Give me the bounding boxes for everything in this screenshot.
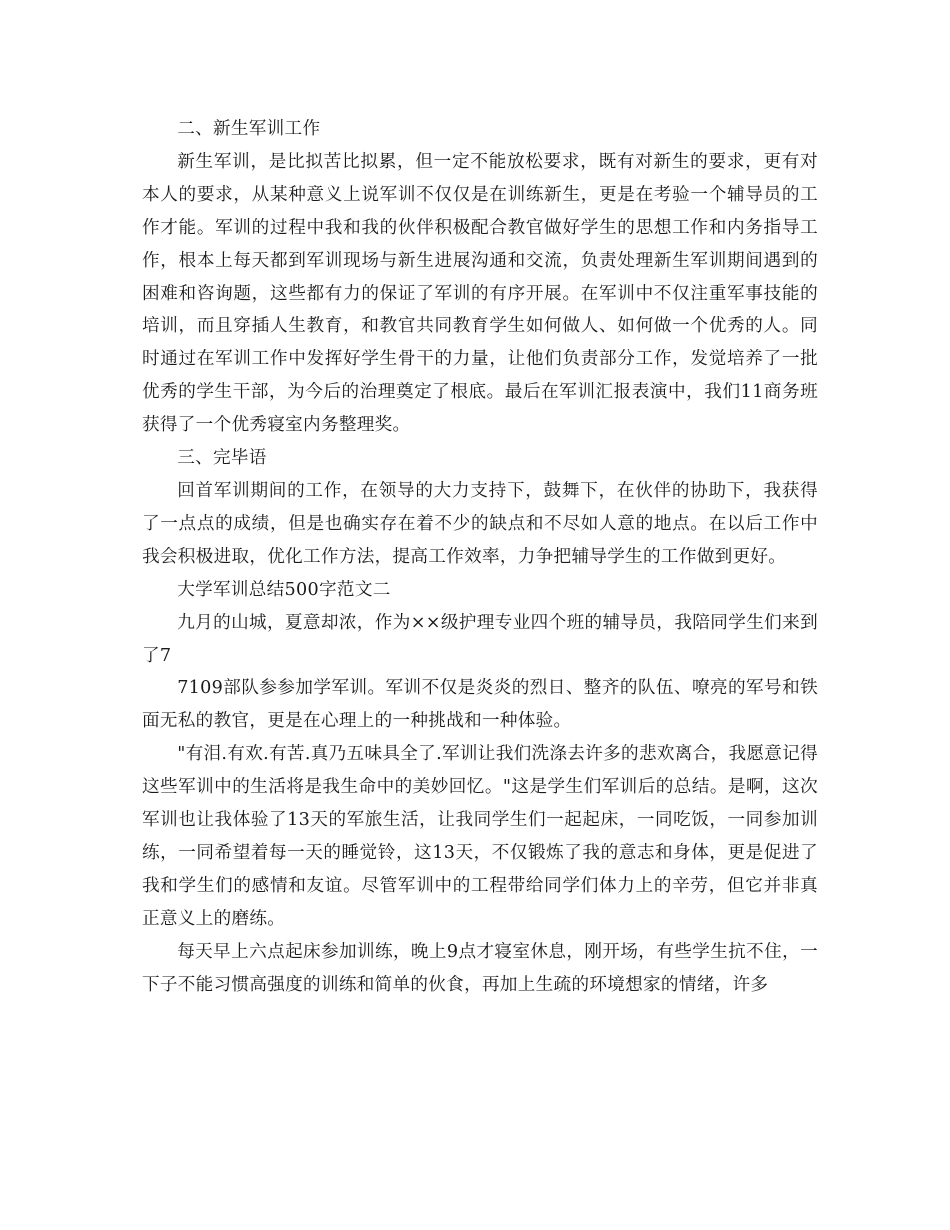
section-heading-sample-two: 大学军训总结500字范文二 bbox=[177, 579, 391, 600]
paragraph-quote: "有泪.有欢.有苦.真乃五味具全了.军训让我们洗涤去许多的悲欢离合，我愿意记得这些军训中的生活将是我生命中的美妙回忆。"这是学生们军训后的总结。是啊，这次军训也让我体验了13天的军旅生活，让我同学生们一起起床，一同吃饭，一同参加训练，一同希望着每一天的睡觉铃，这13天，不仅锻炼了我的意志和身体，更是促进了我和学生们的感情和友谊。尽管军训中的工程带给同学们体力上的辛劳，但它并非真正意义上的磨练。 bbox=[142, 744, 818, 929]
section-heading-training: 二、新生军训工作 bbox=[177, 119, 321, 139]
paragraph-daily: 每天早上六点起床参加训练，晚上9点才寝室休息，刚开场，有些学生抗不住，一下子不能习惯高强度的训练和简单的伙食，再加上生疏的环境想家的情绪，许多 bbox=[142, 941, 818, 995]
document-body bbox=[142, 113, 818, 1001]
section-heading-conclusion: 三、完毕语 bbox=[177, 448, 267, 469]
paragraph-conclusion: 回首军训期间的工作，在领导的大力支持下，鼓舞下，在伙伴的协助下，我获得了一点点的成绩，但是也确实存在着不少的缺点和不尽如人意的地点。在以后工作中我会积极进取，优化工作方法，提高工作效率，力争把辅导学生的工作做到更好。 bbox=[142, 480, 818, 567]
paragraph-september: 九月的山城，夏意却浓，作为××级护理专业四个班的辅导员，我陪同学生们来到了7 bbox=[142, 612, 818, 666]
paragraph-training: 新生军训，是比拟苦比拟累，但一定不能放松要求，既有对新生的要求，更有对本人的要求，从某种意义上说军训不仅仅是在训练新生，更是在考验一个辅导员的工作才能。军训的过程中我和我的伙伴积极配合教官做好学生的思想工作和内务指导工作，根本上每天都到军训现场与新生进展沟通和交流，负责处理新生军训期间遇到的困难和咨询题，这些都有力的保证了军训的有序开展。在军训中不仅注重军事技能的培训，而且穿插人生教育，和教官共同教育学生如何做人、如何做一个优秀的人。同时通过在军训工作中发挥好学生骨干的力量，让他们负责部分工作，发觉培养了一批优秀的学生干部，为今后的治理奠定了根底。最后在军训汇报表演中，我们11商务班获得了一个优秀寝室内务整理奖。 bbox=[142, 151, 818, 436]
paragraph-troop: 7109部队参参加学军训。军训不仅是炎炎的烈日、整齐的队伍、嘹亮的军号和铁面无私的教官，更是在心理上的一种挑战和一种体验。 bbox=[142, 678, 818, 732]
